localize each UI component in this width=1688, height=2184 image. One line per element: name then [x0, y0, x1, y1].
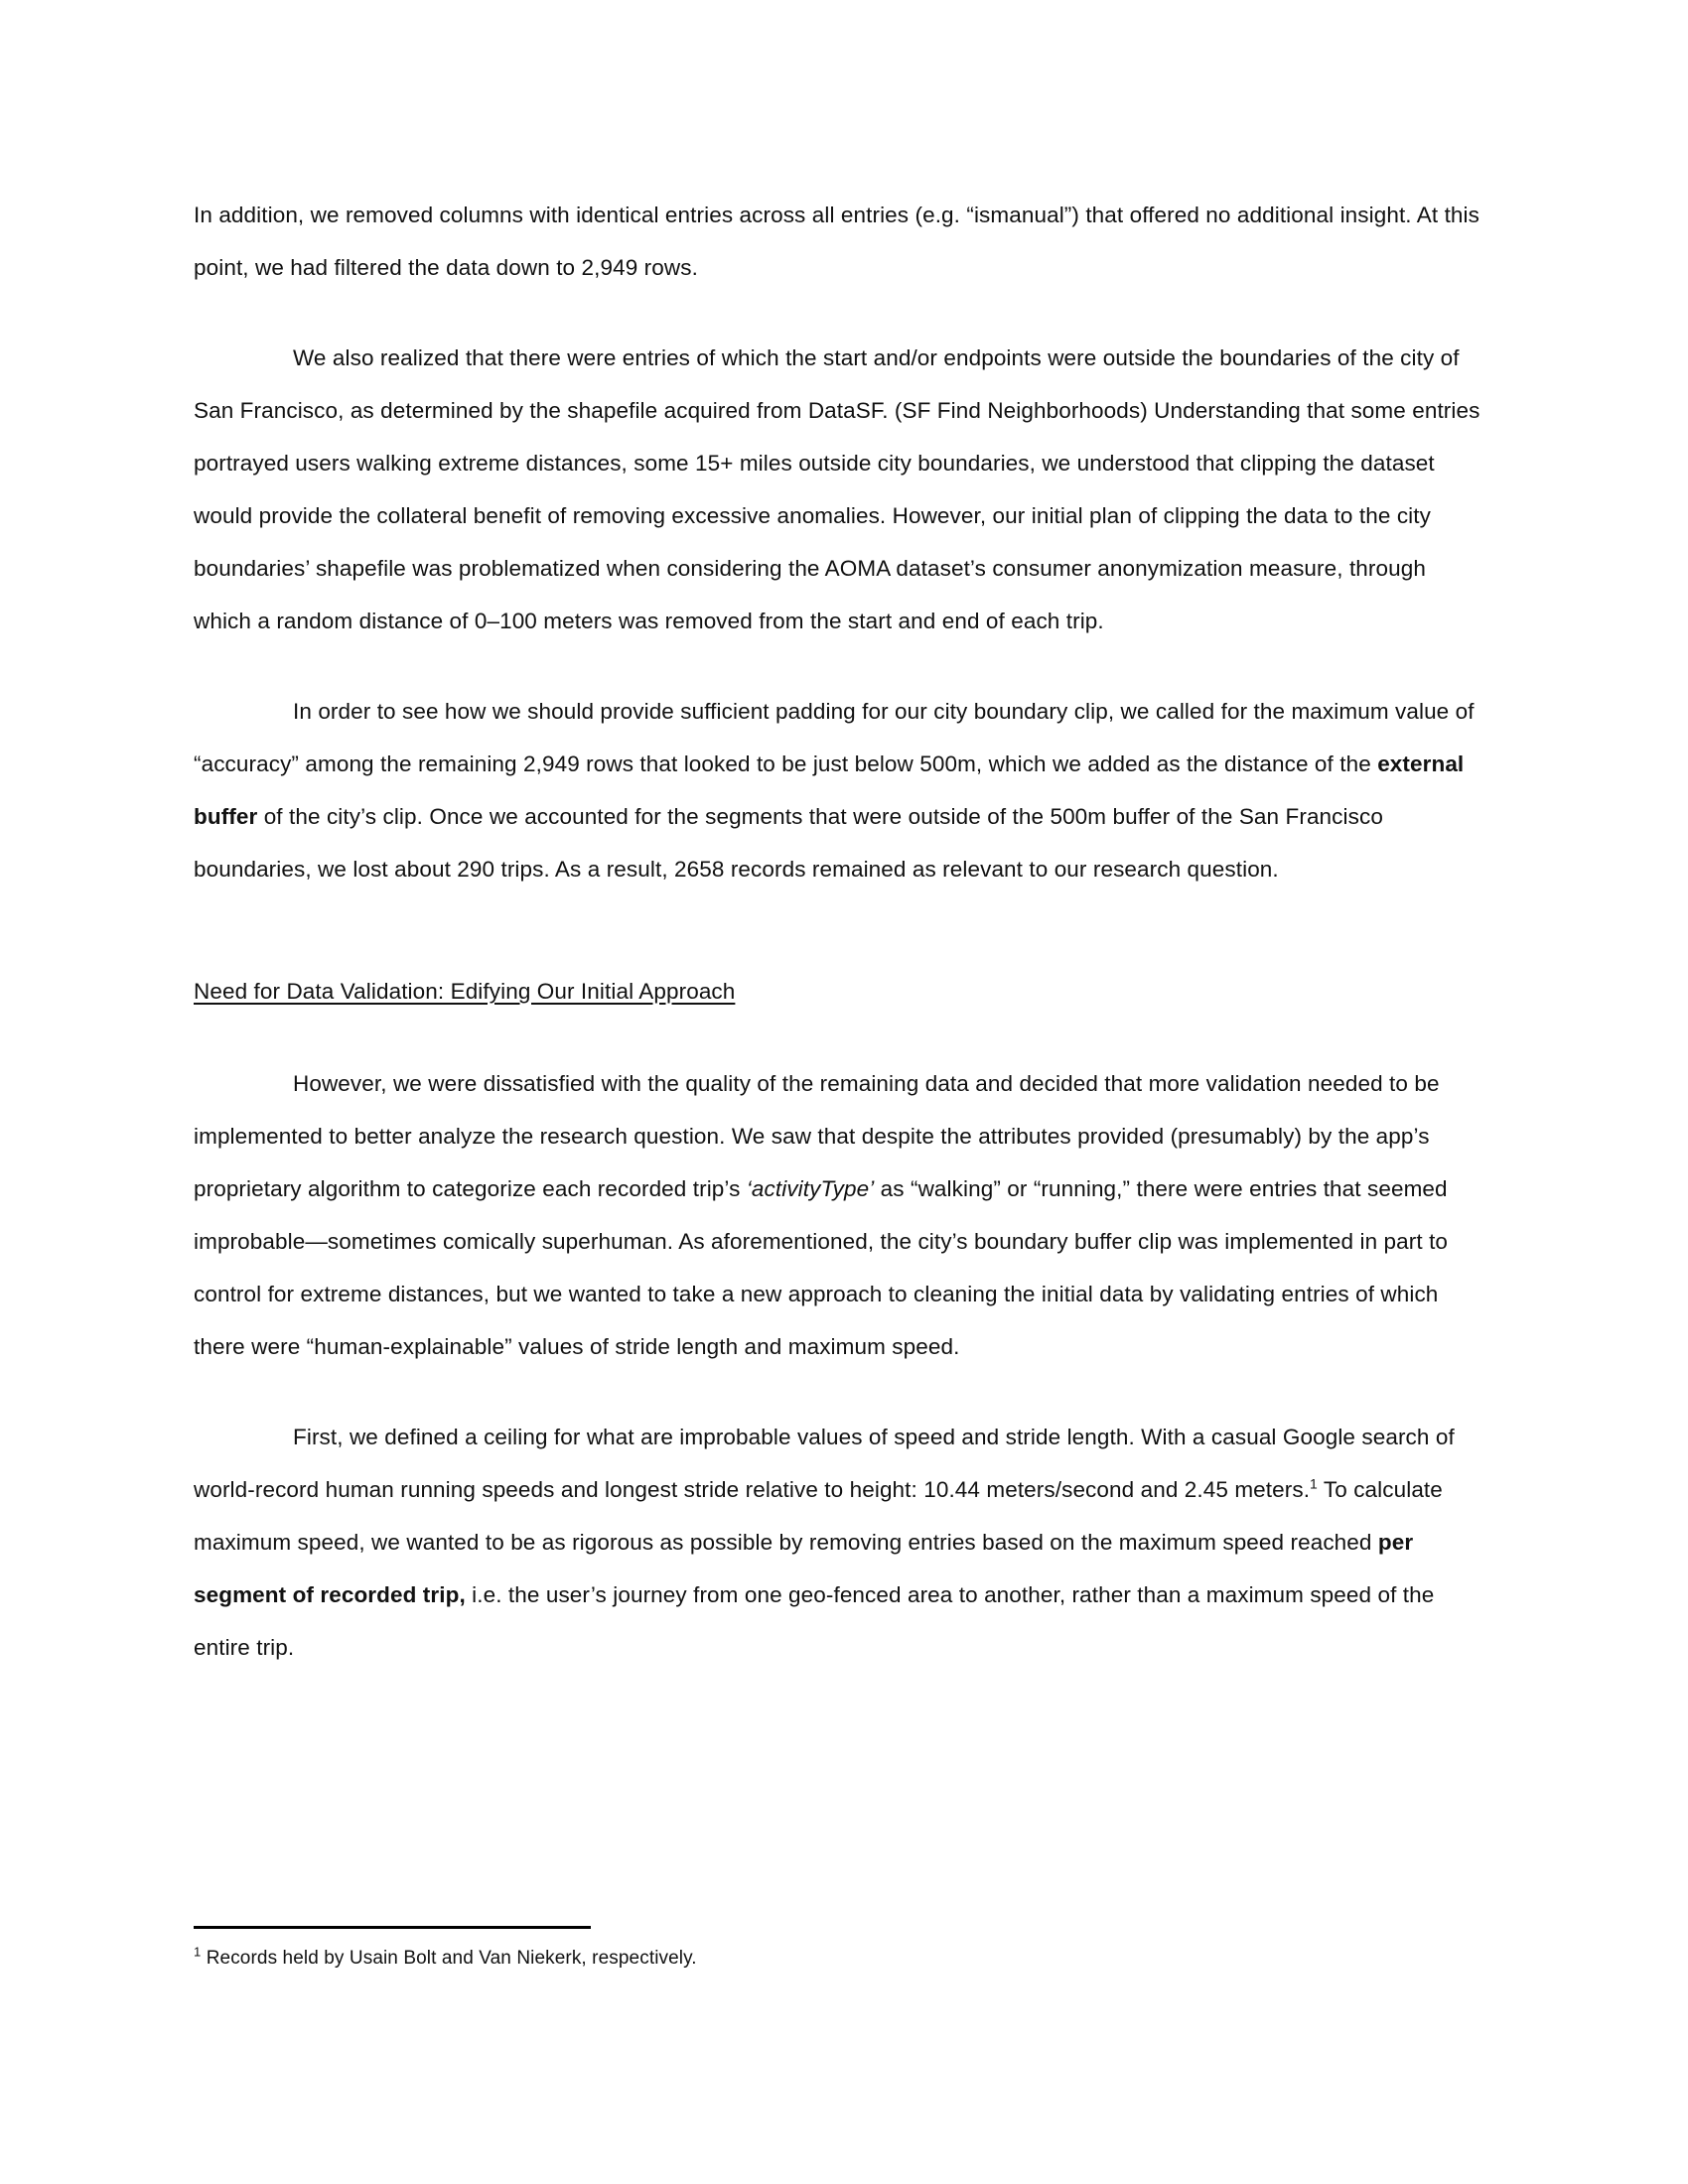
footnote-reference[interactable]: 1	[1310, 1475, 1318, 1492]
text-run: of the city’s clip. Once we accounted for the segments that were outside of the 500m buffer of the San Francisco boundaries, we lost about 290 trips. As a result, 2658 records remained as relevant to our research question.	[194, 804, 1383, 882]
paragraph-1	[194, 189, 1484, 294]
footnote-marker: 1	[194, 1944, 202, 1960]
section-heading: Need for Data Validation: Edifying Our Initial Approach	[194, 979, 736, 1004]
italic-run: ‘activityType’	[746, 1176, 875, 1201]
text-run: We also realized that there were entries of which the start and/or endpoints were outside the boundaries of the city of San Francisco, as determined by the shapefile acquired from DataSF. (SF Find Neighborhoods) Understanding that some entries portrayed users walking extreme distances, some 15+ miles outside city boundaries, we understood that clipping the dataset would provide the collateral benefit of removing excessive anomalies. However, our initial plan of clipping the data to the city boundaries’ shapefile was problematized when considering the AOMA dataset’s consumer anonymization measure, through which a random distance of 0–100 meters was removed from the start and end of each trip.	[194, 345, 1480, 633]
footnote-entry	[194, 1945, 1484, 1973]
footnote-separator-rule	[194, 1926, 591, 1929]
text-run: i.e. the user’s journey from one geo-fenced area to another, rather than a maximum speed of the entire trip.	[194, 1582, 1435, 1660]
text-run: However, we were dissatisfied with the quality of the remaining data and decided that more validation needed to be implemented to better analyze the research question. We saw that despite the attributes provided (presumably) by the app’s proprietary algorithm to categorize each recorded trip’s	[194, 1071, 1440, 1201]
footnote-area	[194, 1926, 1484, 1973]
paragraph-5	[194, 1411, 1484, 1674]
bold-run: external buffer	[194, 751, 1465, 829]
document-body	[194, 189, 1484, 1711]
paragraph-2	[194, 332, 1484, 647]
footnote-text: Records held by Usain Bolt and Van Niekerk, respectively.	[201, 1948, 697, 1969]
text-run: as “walking” or “running,” there were entries that seemed improbable—sometimes comically superhuman. As aforementioned, the city’s boundary buffer clip was implemented in part to control for extreme distances, but we wanted to take a new approach to cleaning the initial data by validating entries of which there were “human-explainable” values of stride length and maximum speed.	[194, 1176, 1449, 1359]
text-run: First, we defined a ceiling for what are improbable values of speed and stride length. With a casual Google search of world-record human running speeds and longest stride relative to height: 10.44 meters/second and 2.45 meters.	[194, 1425, 1455, 1502]
paragraph-4	[194, 1057, 1484, 1373]
text-run: In addition, we removed columns with identical entries across all entries (e.g. “ismanual”) that offered no additional insight. At this point, we had filtered the data down to 2,949 rows.	[194, 203, 1479, 280]
bold-run: per segment of recorded trip,	[194, 1530, 1414, 1607]
text-run: In order to see how we should provide sufficient padding for our city boundary clip, we called for the maximum value of “accuracy” among the remaining 2,949 rows that looked to be just below 500m, which we added as the distance of the	[194, 699, 1475, 776]
paragraph-3	[194, 685, 1484, 895]
section-heading-block	[194, 965, 1484, 1018]
text-run: To calculate maximum speed, we wanted to be as rigorous as possible by removing entries based on the maximum speed reached	[194, 1477, 1443, 1555]
